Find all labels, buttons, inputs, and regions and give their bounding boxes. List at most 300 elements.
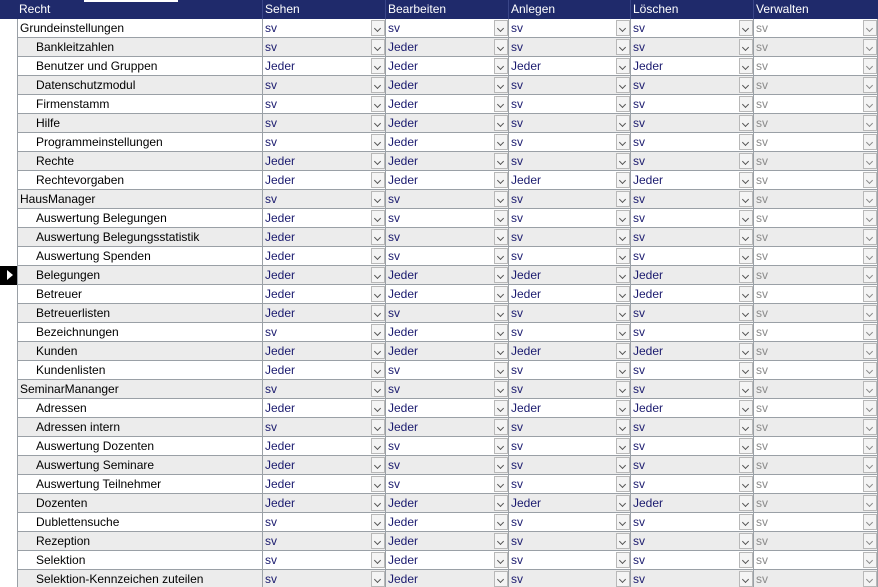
permission-select-bearbeiten[interactable] bbox=[386, 342, 509, 361]
table-row[interactable] bbox=[0, 190, 878, 209]
chevron-down-icon[interactable] bbox=[739, 153, 753, 169]
permission-select-bearbeiten[interactable] bbox=[386, 513, 509, 532]
permission-select-verwalten[interactable] bbox=[754, 475, 878, 494]
permission-select-sehen[interactable] bbox=[263, 570, 386, 587]
chevron-down-icon[interactable] bbox=[494, 172, 508, 188]
chevron-down-icon[interactable] bbox=[616, 58, 630, 74]
chevron-down-icon[interactable] bbox=[494, 248, 508, 264]
row-selector[interactable] bbox=[0, 532, 17, 551]
current-row-indicator[interactable] bbox=[0, 266, 17, 285]
chevron-down-icon[interactable] bbox=[616, 191, 630, 207]
permission-select-verwalten[interactable] bbox=[754, 228, 878, 247]
chevron-down-icon[interactable] bbox=[739, 286, 753, 302]
permission-select-loeschen[interactable] bbox=[631, 19, 754, 38]
permission-select-sehen[interactable] bbox=[263, 247, 386, 266]
chevron-down-icon[interactable] bbox=[616, 115, 630, 131]
chevron-down-icon[interactable] bbox=[863, 514, 877, 530]
table-row[interactable] bbox=[0, 247, 878, 266]
chevron-down-icon[interactable] bbox=[371, 400, 385, 416]
row-selector[interactable] bbox=[0, 323, 17, 342]
chevron-down-icon[interactable] bbox=[739, 305, 753, 321]
table-row[interactable] bbox=[0, 171, 878, 190]
permission-select-loeschen[interactable] bbox=[631, 228, 754, 247]
row-selector[interactable] bbox=[0, 551, 17, 570]
permission-select-bearbeiten[interactable] bbox=[386, 209, 509, 228]
chevron-down-icon[interactable] bbox=[616, 362, 630, 378]
permission-select-anlegen[interactable] bbox=[509, 76, 631, 95]
permission-select-sehen[interactable] bbox=[263, 228, 386, 247]
chevron-down-icon[interactable] bbox=[371, 229, 385, 245]
permission-select-anlegen[interactable] bbox=[509, 57, 631, 76]
chevron-down-icon[interactable] bbox=[739, 533, 753, 549]
table-row[interactable] bbox=[0, 494, 878, 513]
permission-select-sehen[interactable] bbox=[263, 551, 386, 570]
chevron-down-icon[interactable] bbox=[494, 400, 508, 416]
chevron-down-icon[interactable] bbox=[739, 229, 753, 245]
table-row[interactable] bbox=[0, 551, 878, 570]
chevron-down-icon[interactable] bbox=[616, 571, 630, 587]
permission-select-loeschen[interactable] bbox=[631, 190, 754, 209]
permission-select-sehen[interactable] bbox=[263, 475, 386, 494]
table-row[interactable] bbox=[0, 323, 878, 342]
row-selector[interactable] bbox=[0, 228, 17, 247]
table-row[interactable] bbox=[0, 19, 878, 38]
chevron-down-icon[interactable] bbox=[371, 96, 385, 112]
chevron-down-icon[interactable] bbox=[371, 381, 385, 397]
chevron-down-icon[interactable] bbox=[371, 305, 385, 321]
permission-select-bearbeiten[interactable] bbox=[386, 570, 509, 587]
chevron-down-icon[interactable] bbox=[371, 457, 385, 473]
chevron-down-icon[interactable] bbox=[494, 229, 508, 245]
chevron-down-icon[interactable] bbox=[616, 476, 630, 492]
permission-select-anlegen[interactable] bbox=[509, 19, 631, 38]
permission-select-loeschen[interactable] bbox=[631, 323, 754, 342]
permission-select-anlegen[interactable] bbox=[509, 247, 631, 266]
chevron-down-icon[interactable] bbox=[494, 210, 508, 226]
permission-select-loeschen[interactable] bbox=[631, 209, 754, 228]
table-row[interactable] bbox=[0, 76, 878, 95]
permission-select-verwalten[interactable] bbox=[754, 38, 878, 57]
permission-select-bearbeiten[interactable] bbox=[386, 323, 509, 342]
permission-select-anlegen[interactable] bbox=[509, 456, 631, 475]
row-selector[interactable] bbox=[0, 304, 17, 323]
chevron-down-icon[interactable] bbox=[494, 571, 508, 587]
chevron-down-icon[interactable] bbox=[371, 552, 385, 568]
chevron-down-icon[interactable] bbox=[739, 77, 753, 93]
chevron-down-icon[interactable] bbox=[494, 191, 508, 207]
permission-select-loeschen[interactable] bbox=[631, 95, 754, 114]
permission-select-bearbeiten[interactable] bbox=[386, 57, 509, 76]
permission-select-verwalten[interactable] bbox=[754, 380, 878, 399]
permission-select-anlegen[interactable] bbox=[509, 285, 631, 304]
chevron-down-icon[interactable] bbox=[494, 77, 508, 93]
permission-select-bearbeiten[interactable] bbox=[386, 304, 509, 323]
permission-select-loeschen[interactable] bbox=[631, 304, 754, 323]
chevron-down-icon[interactable] bbox=[739, 96, 753, 112]
permission-select-loeschen[interactable] bbox=[631, 171, 754, 190]
chevron-down-icon[interactable] bbox=[739, 343, 753, 359]
row-selector[interactable] bbox=[0, 95, 17, 114]
chevron-down-icon[interactable] bbox=[616, 324, 630, 340]
permission-select-anlegen[interactable] bbox=[509, 323, 631, 342]
chevron-down-icon[interactable] bbox=[739, 115, 753, 131]
chevron-down-icon[interactable] bbox=[371, 58, 385, 74]
permission-select-bearbeiten[interactable] bbox=[386, 171, 509, 190]
permission-select-anlegen[interactable] bbox=[509, 190, 631, 209]
column-header-loeschen[interactable]: Löschen bbox=[631, 0, 754, 19]
permission-select-anlegen[interactable] bbox=[509, 418, 631, 437]
row-selector[interactable] bbox=[0, 152, 17, 171]
chevron-down-icon[interactable] bbox=[616, 305, 630, 321]
chevron-down-icon[interactable] bbox=[371, 286, 385, 302]
table-row[interactable] bbox=[0, 38, 878, 57]
permission-select-bearbeiten[interactable] bbox=[386, 152, 509, 171]
chevron-down-icon[interactable] bbox=[739, 400, 753, 416]
column-header-recht[interactable]: Recht bbox=[17, 0, 263, 19]
permission-select-loeschen[interactable] bbox=[631, 133, 754, 152]
table-row[interactable] bbox=[0, 361, 878, 380]
chevron-down-icon[interactable] bbox=[616, 514, 630, 530]
chevron-down-icon[interactable] bbox=[863, 381, 877, 397]
chevron-down-icon[interactable] bbox=[494, 153, 508, 169]
permission-select-sehen[interactable] bbox=[263, 209, 386, 228]
chevron-down-icon[interactable] bbox=[863, 552, 877, 568]
chevron-down-icon[interactable] bbox=[371, 476, 385, 492]
chevron-down-icon[interactable] bbox=[863, 172, 877, 188]
chevron-down-icon[interactable] bbox=[863, 267, 877, 283]
permission-select-bearbeiten[interactable] bbox=[386, 475, 509, 494]
permission-select-bearbeiten[interactable] bbox=[386, 456, 509, 475]
row-selector[interactable] bbox=[0, 285, 17, 304]
chevron-down-icon[interactable] bbox=[863, 153, 877, 169]
permission-select-anlegen[interactable] bbox=[509, 570, 631, 587]
chevron-down-icon[interactable] bbox=[616, 400, 630, 416]
chevron-down-icon[interactable] bbox=[616, 267, 630, 283]
chevron-down-icon[interactable] bbox=[863, 457, 877, 473]
chevron-down-icon[interactable] bbox=[494, 533, 508, 549]
chevron-down-icon[interactable] bbox=[863, 324, 877, 340]
permission-select-sehen[interactable] bbox=[263, 171, 386, 190]
permission-select-bearbeiten[interactable] bbox=[386, 399, 509, 418]
permission-select-anlegen[interactable] bbox=[509, 380, 631, 399]
permission-select-verwalten[interactable] bbox=[754, 190, 878, 209]
chevron-down-icon[interactable] bbox=[739, 20, 753, 36]
chevron-down-icon[interactable] bbox=[739, 419, 753, 435]
permission-select-anlegen[interactable] bbox=[509, 342, 631, 361]
row-selector[interactable] bbox=[0, 247, 17, 266]
chevron-down-icon[interactable] bbox=[371, 419, 385, 435]
permission-select-sehen[interactable] bbox=[263, 133, 386, 152]
chevron-down-icon[interactable] bbox=[739, 514, 753, 530]
permission-select-verwalten[interactable] bbox=[754, 342, 878, 361]
permission-select-sehen[interactable] bbox=[263, 532, 386, 551]
permission-select-verwalten[interactable] bbox=[754, 171, 878, 190]
table-row[interactable] bbox=[0, 209, 878, 228]
chevron-down-icon[interactable] bbox=[371, 362, 385, 378]
permission-select-sehen[interactable] bbox=[263, 304, 386, 323]
chevron-down-icon[interactable] bbox=[371, 267, 385, 283]
permission-select-loeschen[interactable] bbox=[631, 247, 754, 266]
chevron-down-icon[interactable] bbox=[494, 438, 508, 454]
chevron-down-icon[interactable] bbox=[616, 381, 630, 397]
permission-select-sehen[interactable] bbox=[263, 114, 386, 133]
permission-select-bearbeiten[interactable] bbox=[386, 228, 509, 247]
permission-select-anlegen[interactable] bbox=[509, 266, 631, 285]
permission-select-sehen[interactable] bbox=[263, 418, 386, 437]
chevron-down-icon[interactable] bbox=[494, 115, 508, 131]
permission-select-sehen[interactable] bbox=[263, 152, 386, 171]
permission-select-verwalten[interactable] bbox=[754, 152, 878, 171]
permission-select-verwalten[interactable] bbox=[754, 285, 878, 304]
chevron-down-icon[interactable] bbox=[371, 495, 385, 511]
chevron-down-icon[interactable] bbox=[739, 362, 753, 378]
permission-select-bearbeiten[interactable] bbox=[386, 133, 509, 152]
chevron-down-icon[interactable] bbox=[739, 571, 753, 587]
row-selector[interactable] bbox=[0, 361, 17, 380]
chevron-down-icon[interactable] bbox=[371, 191, 385, 207]
permission-select-verwalten[interactable] bbox=[754, 76, 878, 95]
chevron-down-icon[interactable] bbox=[371, 343, 385, 359]
chevron-down-icon[interactable] bbox=[371, 533, 385, 549]
permission-select-verwalten[interactable] bbox=[754, 19, 878, 38]
permission-select-loeschen[interactable] bbox=[631, 342, 754, 361]
permission-select-loeschen[interactable] bbox=[631, 532, 754, 551]
table-row[interactable] bbox=[0, 437, 878, 456]
table-row[interactable] bbox=[0, 304, 878, 323]
permission-select-bearbeiten[interactable] bbox=[386, 532, 509, 551]
permission-select-sehen[interactable] bbox=[263, 95, 386, 114]
permission-select-anlegen[interactable] bbox=[509, 209, 631, 228]
permission-select-loeschen[interactable] bbox=[631, 494, 754, 513]
row-selector[interactable] bbox=[0, 475, 17, 494]
row-selector[interactable] bbox=[0, 342, 17, 361]
chevron-down-icon[interactable] bbox=[371, 324, 385, 340]
chevron-down-icon[interactable] bbox=[494, 39, 508, 55]
permission-select-anlegen[interactable] bbox=[509, 494, 631, 513]
permission-select-anlegen[interactable] bbox=[509, 399, 631, 418]
chevron-down-icon[interactable] bbox=[616, 96, 630, 112]
chevron-down-icon[interactable] bbox=[616, 552, 630, 568]
chevron-down-icon[interactable] bbox=[494, 286, 508, 302]
permission-select-sehen[interactable] bbox=[263, 76, 386, 95]
permission-select-sehen[interactable] bbox=[263, 323, 386, 342]
chevron-down-icon[interactable] bbox=[863, 571, 877, 587]
row-selector[interactable] bbox=[0, 494, 17, 513]
column-header-sehen[interactable]: Sehen bbox=[263, 0, 386, 19]
chevron-down-icon[interactable] bbox=[494, 343, 508, 359]
table-row[interactable] bbox=[0, 570, 878, 587]
chevron-down-icon[interactable] bbox=[863, 39, 877, 55]
permission-select-verwalten[interactable] bbox=[754, 399, 878, 418]
permission-select-bearbeiten[interactable] bbox=[386, 247, 509, 266]
permission-select-verwalten[interactable] bbox=[754, 494, 878, 513]
permission-select-anlegen[interactable] bbox=[509, 38, 631, 57]
chevron-down-icon[interactable] bbox=[863, 115, 877, 131]
row-selector[interactable] bbox=[0, 456, 17, 475]
chevron-down-icon[interactable] bbox=[616, 286, 630, 302]
permission-select-bearbeiten[interactable] bbox=[386, 95, 509, 114]
table-row[interactable] bbox=[0, 380, 878, 399]
chevron-down-icon[interactable] bbox=[739, 191, 753, 207]
permission-select-loeschen[interactable] bbox=[631, 399, 754, 418]
table-row[interactable] bbox=[0, 342, 878, 361]
chevron-down-icon[interactable] bbox=[739, 476, 753, 492]
chevron-down-icon[interactable] bbox=[371, 20, 385, 36]
permission-select-loeschen[interactable] bbox=[631, 38, 754, 57]
chevron-down-icon[interactable] bbox=[863, 419, 877, 435]
chevron-down-icon[interactable] bbox=[616, 134, 630, 150]
permission-select-loeschen[interactable] bbox=[631, 475, 754, 494]
chevron-down-icon[interactable] bbox=[494, 267, 508, 283]
permission-select-anlegen[interactable] bbox=[509, 551, 631, 570]
chevron-down-icon[interactable] bbox=[371, 77, 385, 93]
permission-select-anlegen[interactable] bbox=[509, 475, 631, 494]
chevron-down-icon[interactable] bbox=[494, 324, 508, 340]
permission-select-verwalten[interactable] bbox=[754, 532, 878, 551]
permission-select-loeschen[interactable] bbox=[631, 266, 754, 285]
permission-select-sehen[interactable] bbox=[263, 399, 386, 418]
permission-select-sehen[interactable] bbox=[263, 494, 386, 513]
permission-select-loeschen[interactable] bbox=[631, 152, 754, 171]
row-selector[interactable] bbox=[0, 418, 17, 437]
permission-select-sehen[interactable] bbox=[263, 456, 386, 475]
chevron-down-icon[interactable] bbox=[494, 96, 508, 112]
permission-select-verwalten[interactable] bbox=[754, 551, 878, 570]
chevron-down-icon[interactable] bbox=[494, 305, 508, 321]
chevron-down-icon[interactable] bbox=[863, 210, 877, 226]
chevron-down-icon[interactable] bbox=[371, 134, 385, 150]
permission-select-verwalten[interactable] bbox=[754, 57, 878, 76]
permission-select-loeschen[interactable] bbox=[631, 570, 754, 587]
permission-select-sehen[interactable] bbox=[263, 38, 386, 57]
permission-select-verwalten[interactable] bbox=[754, 361, 878, 380]
row-selector[interactable] bbox=[0, 133, 17, 152]
chevron-down-icon[interactable] bbox=[371, 153, 385, 169]
permission-select-anlegen[interactable] bbox=[509, 361, 631, 380]
chevron-down-icon[interactable] bbox=[863, 476, 877, 492]
permission-select-sehen[interactable] bbox=[263, 380, 386, 399]
row-selector[interactable] bbox=[0, 437, 17, 456]
chevron-down-icon[interactable] bbox=[863, 58, 877, 74]
chevron-down-icon[interactable] bbox=[739, 39, 753, 55]
chevron-down-icon[interactable] bbox=[863, 286, 877, 302]
permission-select-bearbeiten[interactable] bbox=[386, 114, 509, 133]
chevron-down-icon[interactable] bbox=[494, 552, 508, 568]
permission-select-loeschen[interactable] bbox=[631, 285, 754, 304]
table-row[interactable] bbox=[0, 266, 878, 285]
permission-select-loeschen[interactable] bbox=[631, 437, 754, 456]
permission-select-verwalten[interactable] bbox=[754, 418, 878, 437]
chevron-down-icon[interactable] bbox=[494, 381, 508, 397]
chevron-down-icon[interactable] bbox=[616, 457, 630, 473]
chevron-down-icon[interactable] bbox=[494, 457, 508, 473]
table-row[interactable] bbox=[0, 95, 878, 114]
permission-select-loeschen[interactable] bbox=[631, 456, 754, 475]
table-row[interactable] bbox=[0, 456, 878, 475]
permission-select-verwalten[interactable] bbox=[754, 209, 878, 228]
row-selector[interactable] bbox=[0, 209, 17, 228]
chevron-down-icon[interactable] bbox=[494, 495, 508, 511]
row-selector[interactable] bbox=[0, 114, 17, 133]
table-row[interactable] bbox=[0, 114, 878, 133]
chevron-down-icon[interactable] bbox=[739, 210, 753, 226]
chevron-down-icon[interactable] bbox=[863, 362, 877, 378]
table-row[interactable] bbox=[0, 418, 878, 437]
table-row[interactable] bbox=[0, 133, 878, 152]
permission-select-verwalten[interactable] bbox=[754, 304, 878, 323]
chevron-down-icon[interactable] bbox=[616, 495, 630, 511]
row-selector[interactable] bbox=[0, 38, 17, 57]
chevron-down-icon[interactable] bbox=[616, 210, 630, 226]
chevron-down-icon[interactable] bbox=[616, 438, 630, 454]
permission-select-verwalten[interactable] bbox=[754, 133, 878, 152]
chevron-down-icon[interactable] bbox=[371, 210, 385, 226]
chevron-down-icon[interactable] bbox=[739, 58, 753, 74]
chevron-down-icon[interactable] bbox=[371, 438, 385, 454]
chevron-down-icon[interactable] bbox=[616, 533, 630, 549]
chevron-down-icon[interactable] bbox=[863, 305, 877, 321]
row-selector[interactable] bbox=[0, 19, 17, 38]
permission-select-verwalten[interactable] bbox=[754, 114, 878, 133]
permission-select-verwalten[interactable] bbox=[754, 247, 878, 266]
table-row[interactable] bbox=[0, 532, 878, 551]
chevron-down-icon[interactable] bbox=[616, 419, 630, 435]
permission-select-bearbeiten[interactable] bbox=[386, 551, 509, 570]
permission-select-verwalten[interactable] bbox=[754, 456, 878, 475]
permission-select-anlegen[interactable] bbox=[509, 95, 631, 114]
chevron-down-icon[interactable] bbox=[616, 343, 630, 359]
chevron-down-icon[interactable] bbox=[739, 552, 753, 568]
permission-select-verwalten[interactable] bbox=[754, 437, 878, 456]
chevron-down-icon[interactable] bbox=[863, 533, 877, 549]
chevron-down-icon[interactable] bbox=[863, 229, 877, 245]
row-selector[interactable] bbox=[0, 380, 17, 399]
chevron-down-icon[interactable] bbox=[616, 39, 630, 55]
row-selector[interactable] bbox=[0, 570, 17, 587]
row-selector[interactable] bbox=[0, 57, 17, 76]
table-row[interactable] bbox=[0, 475, 878, 494]
chevron-down-icon[interactable] bbox=[371, 514, 385, 530]
table-row[interactable] bbox=[0, 399, 878, 418]
chevron-down-icon[interactable] bbox=[494, 476, 508, 492]
permission-select-anlegen[interactable] bbox=[509, 228, 631, 247]
row-selector[interactable] bbox=[0, 513, 17, 532]
chevron-down-icon[interactable] bbox=[371, 39, 385, 55]
row-selector[interactable] bbox=[0, 76, 17, 95]
permission-select-verwalten[interactable] bbox=[754, 513, 878, 532]
column-header-verwalten[interactable]: Verwalten bbox=[756, 2, 809, 16]
chevron-down-icon[interactable] bbox=[863, 20, 877, 36]
table-row[interactable] bbox=[0, 57, 878, 76]
chevron-down-icon[interactable] bbox=[616, 248, 630, 264]
permission-select-loeschen[interactable] bbox=[631, 57, 754, 76]
permission-select-sehen[interactable] bbox=[263, 57, 386, 76]
permission-select-sehen[interactable] bbox=[263, 437, 386, 456]
permission-select-bearbeiten[interactable] bbox=[386, 418, 509, 437]
permission-select-anlegen[interactable] bbox=[509, 437, 631, 456]
row-selector[interactable] bbox=[0, 190, 17, 209]
permission-select-sehen[interactable] bbox=[263, 513, 386, 532]
chevron-down-icon[interactable] bbox=[616, 172, 630, 188]
chevron-down-icon[interactable] bbox=[494, 134, 508, 150]
column-header-anlegen[interactable]: Anlegen bbox=[509, 0, 631, 19]
permission-select-verwalten[interactable] bbox=[754, 323, 878, 342]
chevron-down-icon[interactable] bbox=[739, 267, 753, 283]
chevron-down-icon[interactable] bbox=[739, 495, 753, 511]
permission-select-bearbeiten[interactable] bbox=[386, 38, 509, 57]
chevron-down-icon[interactable] bbox=[863, 134, 877, 150]
chevron-down-icon[interactable] bbox=[494, 514, 508, 530]
